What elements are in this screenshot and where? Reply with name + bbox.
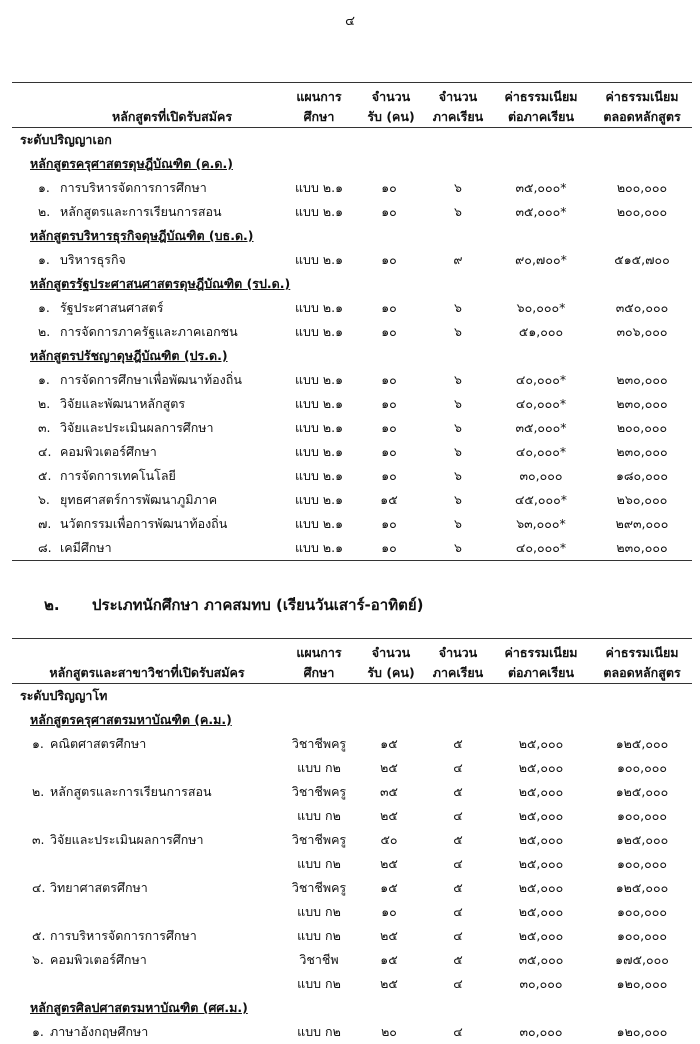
item-number: ๑.: [38, 300, 50, 315]
item-number: ๔.: [38, 444, 52, 459]
degree-level-row: [12, 684, 692, 708]
receive-count: ๑๕: [380, 736, 398, 751]
major-name: นวัตกรรมเพื่อการพัฒนาท้องถิ่น: [60, 516, 228, 531]
study-plan: วิชาชีพ: [299, 952, 339, 967]
degree-level-row: [12, 128, 692, 152]
fee-total: ๑๒๕,๐๐๐: [615, 832, 669, 847]
receive-count: ๑๐: [381, 420, 397, 435]
study-plan: แบบ ๒.๑: [294, 492, 344, 507]
table-row: [12, 488, 692, 512]
receive-count: ๑๐: [381, 180, 397, 195]
header-fee-semester: ค่าธรรมเนียม ต่อภาคเรียน: [504, 89, 578, 124]
study-plan: แบบ ๒.๑: [294, 252, 344, 267]
receive-count: ๑๐: [381, 904, 397, 919]
study-plan: แบบ ๒.๑: [294, 468, 344, 483]
fee-total: ๓๐๖,๐๐๐: [616, 324, 668, 339]
header-fee-total: ค่าธรรมเนียม ตลอดหลักสูตร: [603, 645, 681, 680]
fee-per-semester: ๕๑,๐๐๐: [518, 324, 564, 339]
fee-per-semester: ๒๕,๐๐๐: [518, 808, 564, 823]
fee-per-semester: ๓๐,๐๐๐: [519, 1024, 563, 1039]
table-row: [12, 828, 692, 852]
degree-level: ระดับปริญญาโท: [20, 688, 108, 703]
fee-per-semester: ๒๕,๐๐๐: [518, 760, 564, 775]
item-number: ๒.: [38, 204, 51, 219]
table-row: [12, 876, 692, 900]
fee-total: ๑๐๐,๐๐๐: [616, 928, 668, 943]
doctoral-table: [12, 82, 692, 561]
table-body: [12, 128, 692, 560]
item-number: ๖.: [32, 952, 44, 967]
fee-total: ๑๐๐,๐๐๐: [616, 760, 668, 775]
receive-count: ๑๐: [381, 204, 397, 219]
fee-total: ๑๒๐,๐๐๐: [616, 976, 668, 991]
fee-per-semester: ๙๐,๗๐๐*: [515, 252, 567, 267]
major-name: คณิตศาสตรศึกษา: [50, 736, 147, 751]
table-row: [12, 732, 692, 756]
fee-per-semester: ๔๐,๐๐๐*: [515, 372, 567, 387]
study-plan: แบบ ๒.๑: [294, 324, 344, 339]
masters-table: [12, 638, 692, 1044]
fee-per-semester: ๔๐,๐๐๐*: [515, 540, 567, 555]
fee-per-semester: ๒๕,๐๐๐: [518, 928, 564, 943]
major-name: รัฐประศาสนศาสตร์: [60, 300, 164, 315]
receive-count: ๑๐: [381, 516, 397, 531]
degree-level: ระดับปริญญาเอก: [20, 132, 112, 147]
item-number: ๑.: [32, 1024, 44, 1039]
fee-per-semester: ๖๓,๐๐๐*: [516, 516, 566, 531]
study-plan: แบบ ๒.๑: [294, 444, 344, 459]
item-number: ๑.: [32, 736, 44, 751]
study-plan: วิชาชีพครู: [291, 784, 347, 799]
program-row: [12, 996, 692, 1020]
fee-per-semester: ๓๐,๐๐๐: [519, 468, 563, 483]
fee-total: ๒๓๐,๐๐๐: [616, 444, 668, 459]
fee-per-semester: ๒๕,๐๐๐: [518, 784, 564, 799]
fee-per-semester: ๓๕,๐๐๐*: [515, 420, 567, 435]
header-fee-total: ค่าธรรมเนียม ตลอดหลักสูตร: [603, 89, 681, 124]
table-row: [12, 200, 692, 224]
semester-count: ๖: [454, 420, 462, 435]
fee-per-semester: ๖๐,๐๐๐*: [516, 300, 566, 315]
major-name: ภาษาอังกฤษศึกษา: [50, 1024, 149, 1039]
semester-count: ๔: [453, 856, 463, 871]
receive-count: ๓๕: [379, 784, 398, 799]
header-receive: จำนวน รับ (คน): [367, 645, 415, 680]
major-name: คอมพิวเตอร์ศึกษา: [50, 952, 147, 967]
semester-count: ๖: [454, 300, 462, 315]
fee-total: ๑๒๕,๐๐๐: [615, 784, 669, 799]
fee-per-semester: ๒๕,๐๐๐: [518, 856, 564, 871]
item-number: ๕.: [38, 468, 52, 483]
table-row: [12, 972, 692, 996]
table-row: [12, 296, 692, 320]
study-plan: แบบ ก๒: [297, 928, 341, 943]
program-row: [12, 152, 692, 176]
major-name: ยุทธศาสตร์การพัฒนาภูมิภาค: [60, 492, 218, 507]
semester-count: ๔: [453, 904, 463, 919]
study-plan: แบบ ก๒: [297, 904, 341, 919]
item-number: ๗.: [38, 516, 52, 531]
fee-total: ๕๑๕,๗๐๐: [614, 252, 670, 267]
semester-count: ๔: [453, 976, 463, 991]
item-number: ๑.: [38, 180, 50, 195]
table-row: [12, 392, 692, 416]
item-number: ๓.: [38, 420, 51, 435]
major-name: เคมีศึกษา: [60, 540, 112, 555]
fee-total: ๑๐๐,๐๐๐: [616, 856, 668, 871]
major-name: การจัดการเทคโนโลยี: [60, 468, 176, 483]
item-number: ๘.: [38, 540, 52, 555]
table-row: [12, 536, 692, 560]
semester-count: ๔: [453, 928, 463, 943]
receive-count: ๑๐: [381, 252, 397, 267]
item-number: ๕.: [32, 928, 46, 943]
receive-count: ๑๕: [380, 880, 398, 895]
receive-count: ๑๐: [381, 372, 397, 387]
header-semesters: จำนวน ภาคเรียน: [432, 89, 484, 124]
major-name: วิจัยและพัฒนาหลักสูตร: [60, 396, 186, 411]
fee-total: ๓๕๐,๐๐๐: [615, 300, 669, 315]
fee-total: ๒๙๓,๐๐๐: [615, 516, 669, 531]
semester-count: ๔: [453, 1024, 463, 1039]
program-name: หลักสูตรบริหารธุรกิจดุษฎีบัณฑิต (บธ.ด.): [30, 228, 254, 243]
study-plan: แบบ ก๒: [297, 760, 341, 775]
fee-per-semester: ๔๐,๐๐๐*: [515, 444, 567, 459]
fee-total: ๒๓๐,๐๐๐: [616, 396, 668, 411]
semester-count: ๕: [453, 736, 463, 751]
header-plan: แผนการ ศึกษา: [296, 645, 342, 680]
table-row: [12, 512, 692, 536]
table-row: [12, 1020, 692, 1044]
receive-count: ๑๕: [380, 952, 398, 967]
semester-count: ๖: [454, 444, 462, 459]
receive-count: ๑๐: [381, 540, 397, 555]
table-row: [12, 320, 692, 344]
fee-per-semester: ๒๕,๐๐๐: [518, 880, 564, 895]
major-name: วิจัยและประเมินผลการศึกษา: [60, 420, 214, 435]
item-number: ๖.: [38, 492, 50, 507]
header-receive: จำนวน รับ (คน): [367, 89, 415, 124]
table-row: [12, 248, 692, 272]
major-name: บริหารธุรกิจ: [60, 252, 126, 267]
header-fee-semester: ค่าธรรมเนียม ต่อภาคเรียน: [504, 645, 578, 680]
table-row: [12, 464, 692, 488]
receive-count: ๑๐: [381, 468, 397, 483]
fee-per-semester: ๔๕,๐๐๐*: [514, 492, 568, 507]
semester-count: ๖: [454, 204, 462, 219]
item-number: ๑.: [38, 372, 50, 387]
table-row: [12, 368, 692, 392]
program-row: [12, 344, 692, 368]
fee-total: ๑๒๐,๐๐๐: [616, 1024, 668, 1039]
fee-per-semester: ๔๐,๐๐๐*: [515, 396, 567, 411]
section-heading: [44, 593, 423, 617]
table-row: [12, 416, 692, 440]
study-plan: แบบ ก๒: [297, 856, 341, 871]
program-name: หลักสูตรครุศาสตรดุษฎีบัณฑิต (ค.ด.): [30, 156, 233, 171]
major-name: การบริหารจัดการการศึกษา: [60, 180, 207, 195]
major-name: หลักสูตรและการเรียนการสอน: [60, 204, 222, 219]
semester-count: ๙: [453, 252, 463, 267]
study-plan: วิชาชีพครู: [291, 880, 347, 895]
fee-total: ๒๓๐,๐๐๐: [616, 372, 668, 387]
fee-total: ๑๒๕,๐๐๐: [615, 736, 669, 751]
item-number: ๒.: [38, 324, 51, 339]
fee-per-semester: ๒๕,๐๐๐: [518, 832, 564, 847]
semester-count: ๖: [454, 540, 462, 555]
study-plan: แบบ ก๒: [297, 1024, 341, 1039]
program-row: [12, 272, 692, 296]
table-row: [12, 948, 692, 972]
major-name: วิทยาศาสตรศึกษา: [50, 880, 148, 895]
receive-count: ๒๕: [380, 928, 398, 943]
table-body: [12, 684, 692, 1044]
receive-count: ๑๐: [381, 324, 397, 339]
fee-per-semester: ๒๕,๐๐๐: [518, 736, 564, 751]
header-plan: แผนการ ศึกษา: [296, 89, 342, 124]
semester-count: ๖: [454, 396, 462, 411]
study-plan: แบบ ก๒: [297, 976, 341, 991]
table-header: [12, 83, 692, 128]
receive-count: ๑๐: [381, 396, 397, 411]
fee-total: ๑๘๐,๐๐๐: [615, 468, 669, 483]
header-program: หลักสูตรที่เปิดรับสมัคร: [111, 109, 233, 124]
table-row: [12, 440, 692, 464]
fee-total: ๑๒๕,๐๐๐: [615, 880, 669, 895]
receive-count: ๒๕: [380, 808, 398, 823]
receive-count: ๒๐: [381, 1024, 397, 1039]
program-row: [12, 708, 692, 732]
major-name: วิจัยและประเมินผลการศึกษา: [50, 832, 204, 847]
fee-per-semester: ๓๕,๐๐๐*: [515, 180, 567, 195]
semester-count: ๖: [454, 372, 462, 387]
program-name: หลักสูตรปรัชญาดุษฎีบัณฑิต (ปร.ด.): [30, 348, 228, 363]
fee-total: ๒๐๐,๐๐๐: [616, 420, 668, 435]
semester-count: ๔: [453, 808, 463, 823]
semester-count: ๕: [453, 784, 463, 799]
semester-count: ๖: [454, 324, 462, 339]
program-name: หลักสูตรศิลปศาสตรมหาบัณฑิต (ศศ.ม.): [30, 1000, 248, 1015]
header-program: หลักสูตรและสาขาวิชาที่เปิดรับสมัคร: [49, 665, 245, 680]
study-plan: แบบ ๒.๑: [294, 396, 344, 411]
fee-per-semester: ๒๕,๐๐๐: [518, 904, 564, 919]
study-plan: แบบ ๒.๑: [294, 180, 344, 195]
study-plan: วิชาชีพครู: [291, 736, 347, 751]
semester-count: ๕: [453, 952, 463, 967]
semester-count: ๖: [454, 180, 462, 195]
item-number: ๑.: [38, 252, 50, 267]
receive-count: ๒๕: [380, 760, 398, 775]
receive-count: ๑๐: [381, 444, 397, 459]
receive-count: ๒๕: [380, 856, 398, 871]
semester-count: ๕: [453, 832, 463, 847]
table-header: [12, 639, 692, 684]
item-number: ๔.: [32, 880, 46, 895]
program-name: หลักสูตรครุศาสตรมหาบัณฑิต (ค.ม.): [30, 712, 232, 727]
item-number: ๓.: [32, 832, 45, 847]
fee-total: ๒๓๐,๐๐๐: [616, 540, 668, 555]
semester-count: ๕: [453, 880, 463, 895]
major-name: คอมพิวเตอร์ศึกษา: [60, 444, 157, 459]
header-semesters: จำนวน ภาคเรียน: [432, 645, 484, 680]
table-row: [12, 900, 692, 924]
item-number: ๒.: [38, 396, 51, 411]
study-plan: แบบ ๒.๑: [294, 300, 344, 315]
fee-per-semester: ๓๐,๐๐๐: [519, 976, 563, 991]
semester-count: ๖: [454, 468, 462, 483]
item-number: ๒.: [32, 784, 45, 799]
program-name: หลักสูตรรัฐประศาสนศาสตรดุษฎีบัณฑิต (รป.ด.): [30, 276, 291, 291]
major-name: หลักสูตรและการเรียนการสอน: [50, 784, 212, 799]
receive-count: ๑๐: [381, 300, 397, 315]
fee-total: ๑๐๐,๐๐๐: [616, 904, 668, 919]
program-row: [12, 224, 692, 248]
study-plan: แบบ ๒.๑: [294, 516, 344, 531]
major-name: การจัดการภาครัฐและภาคเอกชน: [60, 324, 238, 339]
study-plan: วิชาชีพครู: [291, 832, 347, 847]
table-row: [12, 780, 692, 804]
receive-count: ๕๐: [380, 832, 398, 847]
semester-count: ๖: [454, 516, 462, 531]
table-row: [12, 804, 692, 828]
semester-count: ๔: [453, 760, 463, 775]
page-number: ๔: [345, 14, 355, 29]
fee-total: ๒๐๐,๐๐๐: [616, 180, 668, 195]
section-number: ๒.: [44, 596, 60, 614]
study-plan: แบบ ก๒: [297, 808, 341, 823]
table-row: [12, 924, 692, 948]
fee-total: ๑๐๐,๐๐๐: [616, 808, 668, 823]
fee-per-semester: ๓๕,๐๐๐*: [515, 204, 567, 219]
fee-per-semester: ๓๕,๐๐๐: [518, 952, 564, 967]
study-plan: แบบ ๒.๑: [294, 420, 344, 435]
table-row: [12, 756, 692, 780]
major-name: การบริหารจัดการการศึกษา: [50, 928, 197, 943]
study-plan: แบบ ๒.๑: [294, 540, 344, 555]
receive-count: ๑๕: [380, 492, 398, 507]
table-row: [12, 176, 692, 200]
fee-total: ๒๖๐,๐๐๐: [616, 492, 668, 507]
fee-total: ๑๗๕,๐๐๐: [615, 952, 669, 967]
semester-count: ๖: [454, 492, 462, 507]
section-title: ประเภทนักศึกษา ภาคสมทบ (เรียนวันเสาร์-อาทิตย์): [92, 596, 424, 614]
major-name: การจัดการศึกษาเพื่อพัฒนาท้องถิ่น: [60, 372, 242, 387]
study-plan: แบบ ๒.๑: [294, 204, 344, 219]
table-row: [12, 852, 692, 876]
fee-total: ๒๐๐,๐๐๐: [616, 204, 668, 219]
study-plan: แบบ ๒.๑: [294, 372, 344, 387]
receive-count: ๒๕: [380, 976, 398, 991]
